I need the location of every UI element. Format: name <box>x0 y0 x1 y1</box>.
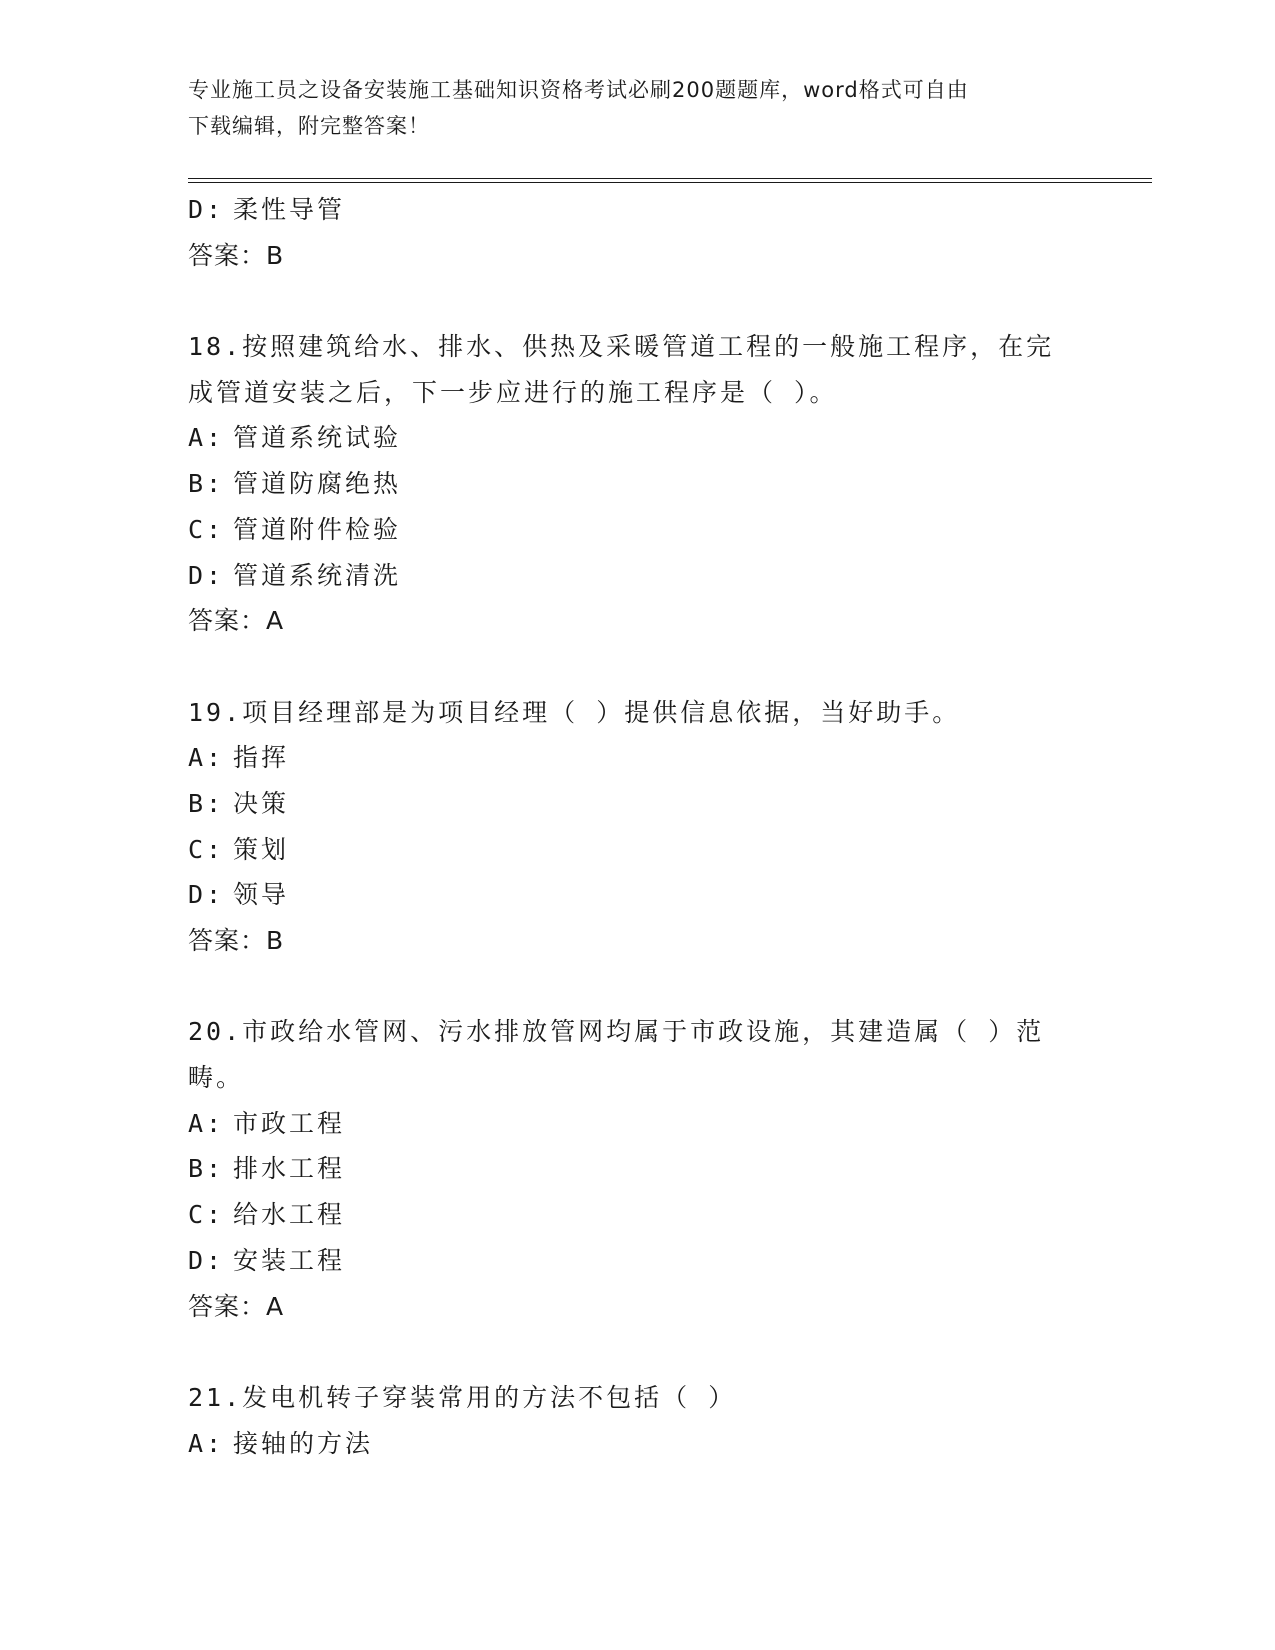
option-text: 管道附件检验 <box>233 514 402 544</box>
answer-line: 答案：B <box>188 926 285 955</box>
option-text: 柔性导管 <box>233 195 346 224</box>
option-letter: A: <box>188 423 225 453</box>
question-stem-line-1: 18.按照建筑给水、排水、供热及采暖管道工程的一般施工程序，在完 <box>188 332 1055 362</box>
header-rule-bottom <box>188 182 1152 183</box>
option-letter: C: <box>188 834 225 864</box>
option-letter: A: <box>188 1108 225 1138</box>
question-stem-line-2: 成管道安装之后，下一步应进行的施工程序是（ ）。 <box>188 377 838 407</box>
question-gap <box>188 644 1088 690</box>
option-a <box>188 415 1088 461</box>
option-text: 管道系统清洗 <box>233 560 402 590</box>
question-block-21 <box>188 1375 1088 1466</box>
option-d <box>188 872 1088 918</box>
header-title-line-2: 下载编辑，附完整答案！ <box>188 114 430 138</box>
question-gap <box>188 964 1088 1010</box>
option-text: 策划 <box>233 834 290 864</box>
option-letter: D: <box>188 1245 225 1275</box>
option-b <box>188 1146 1088 1192</box>
option-d <box>188 553 1088 599</box>
option-text: 管道系统试验 <box>233 423 402 453</box>
header-rule-top <box>188 178 1152 179</box>
option-letter: B: <box>188 469 225 499</box>
option-text: 排水工程 <box>233 1154 346 1184</box>
question-stem-line-1: 19.项目经理部是为项目经理（ ）提供信息依据，当好助手。 <box>188 697 961 727</box>
option-text: 接轴的方法 <box>233 1428 374 1458</box>
option-d <box>188 1238 1088 1284</box>
option-b <box>188 781 1088 827</box>
answer-line: 答案：A <box>188 1291 285 1321</box>
option-text: 决策 <box>233 788 290 818</box>
option-text: 安装工程 <box>233 1245 346 1275</box>
option-a <box>188 1421 1088 1467</box>
option-letter: D: <box>188 195 225 224</box>
answer-line: 答案：A <box>188 606 285 636</box>
question-gap <box>188 1329 1088 1375</box>
question-stem-line-1: 21.发电机转子穿装常用的方法不包括（ ） <box>188 1382 737 1412</box>
option-d <box>188 187 1088 233</box>
option-b <box>188 461 1088 507</box>
option-text: 市政工程 <box>233 1108 346 1138</box>
question-stem-line-2: 畴。 <box>188 1063 245 1093</box>
page-header <box>188 72 1068 144</box>
question-block-19 <box>188 690 1088 964</box>
answer-line: 答案：B <box>188 240 285 270</box>
option-c <box>188 507 1088 553</box>
option-c <box>188 1192 1088 1238</box>
option-letter: C: <box>188 514 225 544</box>
option-letter: C: <box>188 1200 225 1230</box>
question-gap <box>188 278 1088 324</box>
option-c <box>188 827 1088 873</box>
question-list <box>188 187 1088 1466</box>
option-a <box>188 735 1088 781</box>
option-letter: A: <box>188 743 225 773</box>
option-letter: B: <box>188 1154 225 1184</box>
option-text: 指挥 <box>233 743 290 773</box>
option-letter: B: <box>188 788 225 818</box>
option-text: 管道防腐绝热 <box>233 469 402 499</box>
option-text: 领导 <box>233 880 290 910</box>
option-a <box>188 1101 1088 1147</box>
question-stem-line-1: 20.市政给水管网、污水排放管网均属于市政设施，其建造属（ ）范 <box>188 1017 1045 1047</box>
option-letter: D: <box>188 880 225 910</box>
option-letter: A: <box>188 1428 225 1458</box>
option-letter: D: <box>188 560 225 590</box>
header-title-line-1: 专业施工员之设备安装施工基础知识资格考试必刷200题题库，word格式可自由 <box>188 78 969 102</box>
option-text: 给水工程 <box>233 1200 346 1230</box>
question-block-20 <box>188 1009 1088 1329</box>
question-block-18 <box>188 324 1088 644</box>
